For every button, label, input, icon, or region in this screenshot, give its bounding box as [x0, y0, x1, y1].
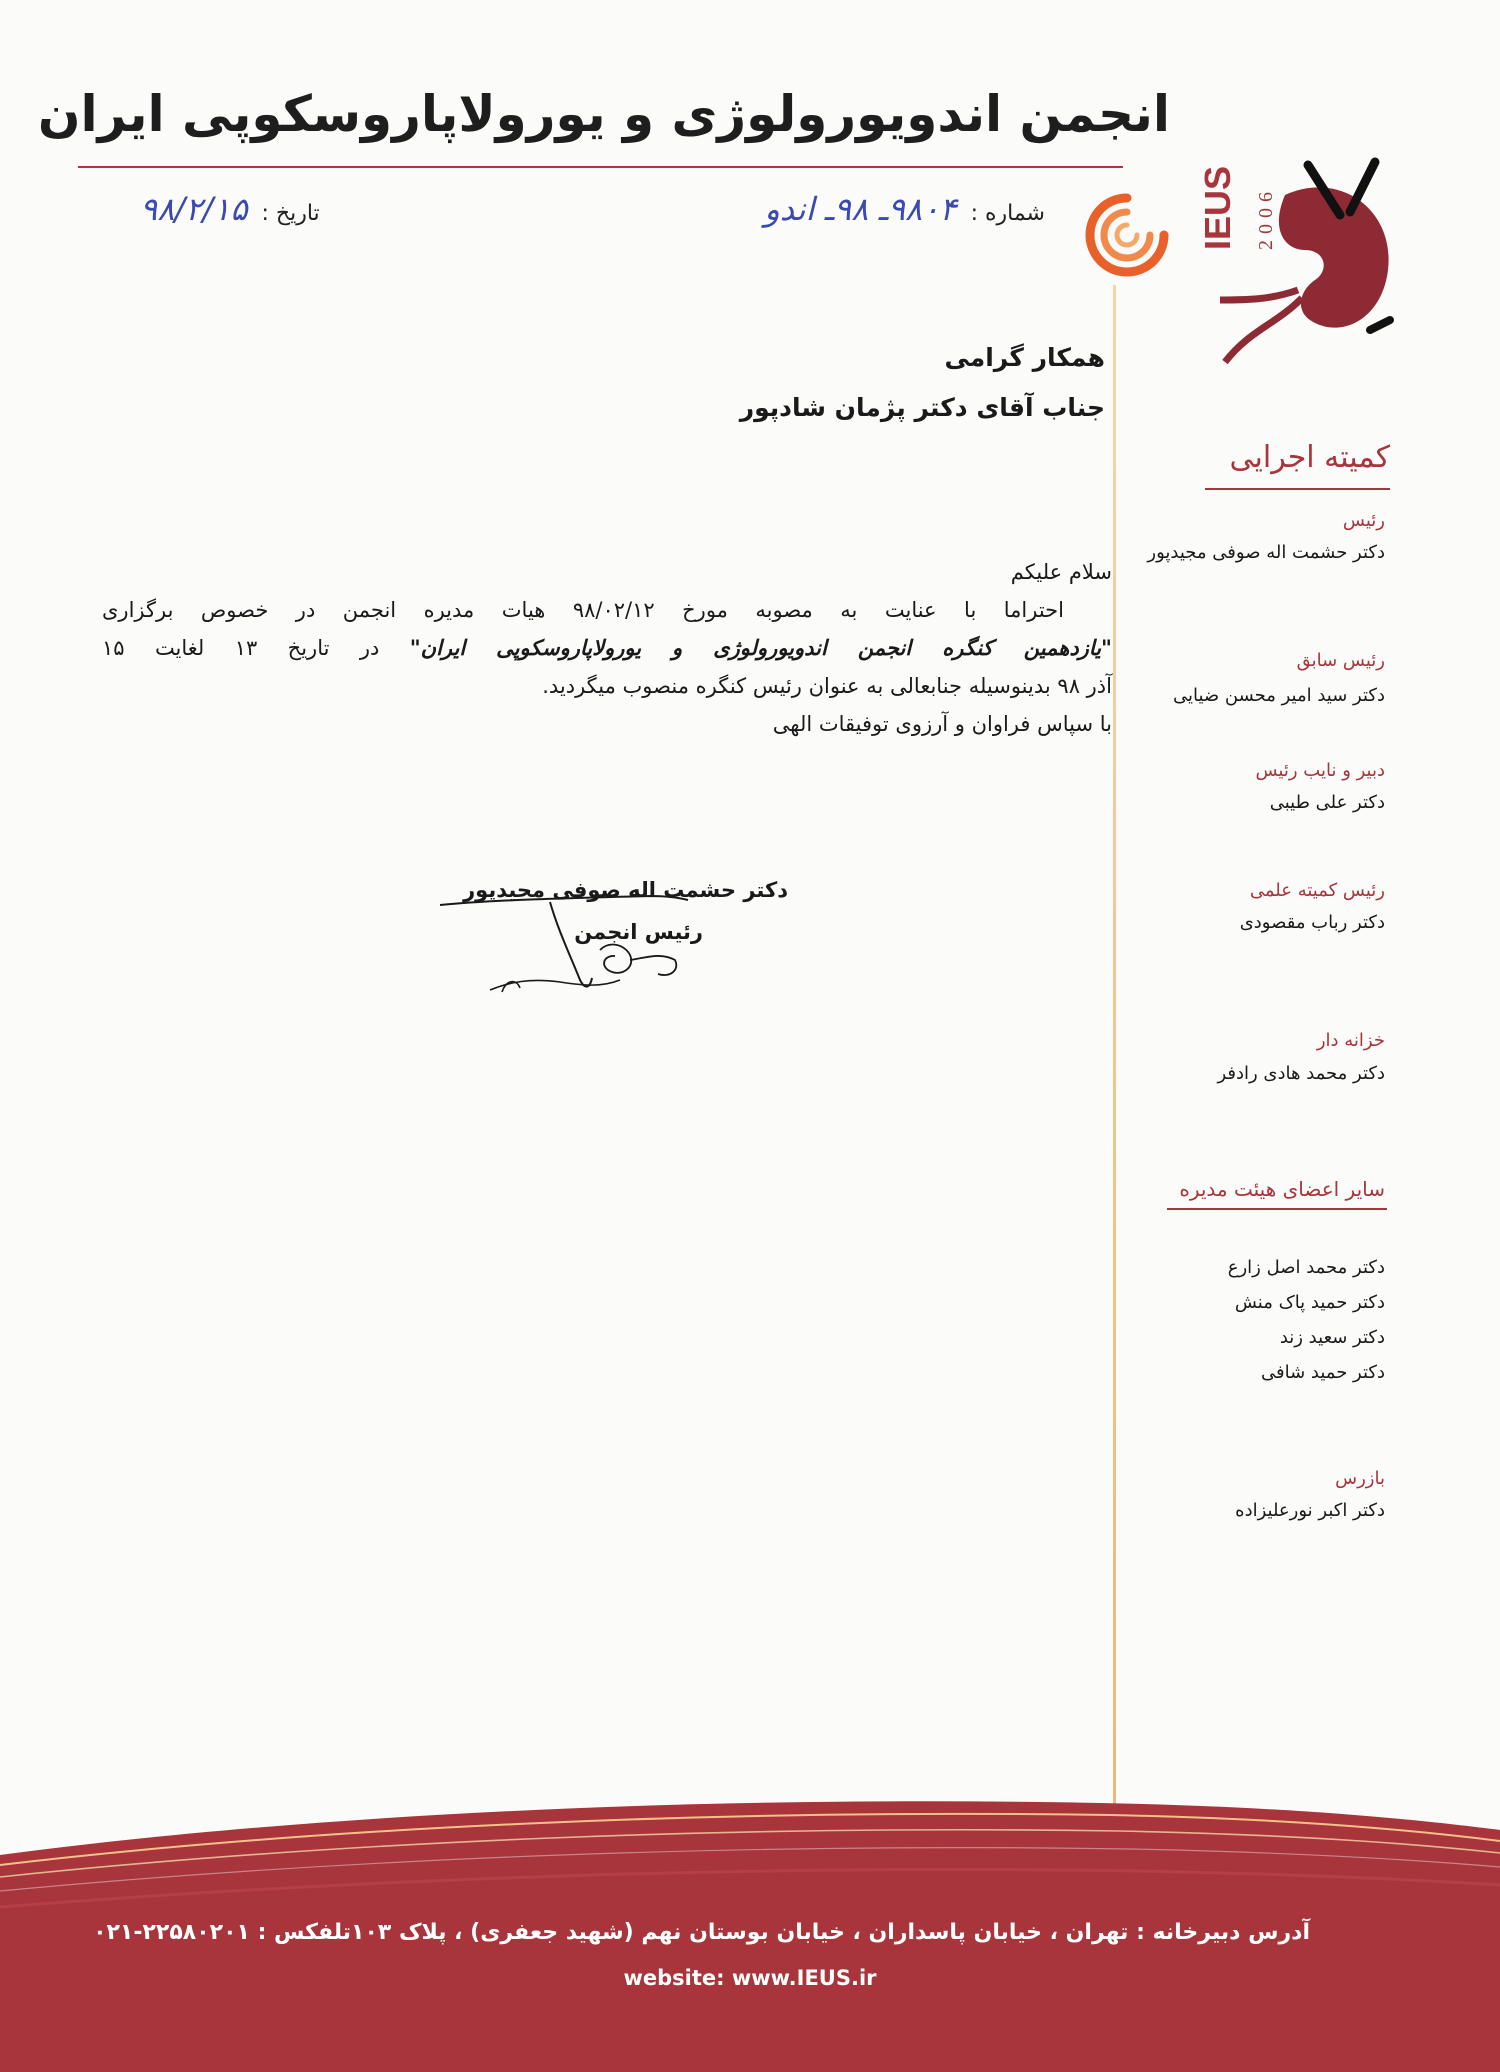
sidebar-person: دکتر محمد هادی رادفر	[1217, 1063, 1385, 1084]
letter-line-3: آذر ۹۸ بدینوسیله جنابعالی به عنوان رئیس کنگره منصوب میگردید.	[542, 674, 1112, 698]
footer-address-line	[93, 1920, 1310, 1945]
letter-line-1: احتراما با عنایت به مصوبه مورخ ۹۸/۰۲/۱۲ هیات مدیره انجمن در خصوص برگزاری	[102, 598, 1064, 622]
sidebar-person: دکتر حشمت اله صوفی مجیدپور	[1147, 542, 1385, 563]
date-label: تاریخ :	[261, 201, 320, 226]
executive-committee-heading: کمیته اجرایی	[1229, 440, 1390, 475]
sidebar-person: دکتر رباب مقصودی	[1239, 912, 1385, 933]
letter-closing: با سپاس فراوان و آرزوی توفیقات الهی	[772, 712, 1112, 736]
ieus-kidney-logo-icon	[1190, 150, 1415, 370]
logo-ieus-text: IEUS	[1197, 165, 1238, 250]
handwritten-signature-icon	[430, 860, 710, 1010]
letter-body	[102, 553, 1112, 743]
inspector-person: دکتر اکبر نورعلیزاده	[1235, 1500, 1385, 1521]
signer-title: رئیس انجمن	[574, 920, 703, 944]
sidebar-role: رئیس	[1342, 510, 1385, 531]
letter-line-2	[102, 629, 1112, 667]
logo-year-text: 2006	[1255, 186, 1277, 250]
date-value: ۹۸/۲/۱۵	[140, 190, 248, 228]
sidebar-role: خزانه دار	[1316, 1030, 1385, 1051]
board-member: دکتر سعید زند	[1279, 1327, 1385, 1348]
inspector-role: بازرس	[1335, 1468, 1385, 1489]
footer-website[interactable]: website: www.IEUS.ir	[623, 1966, 877, 1990]
recipient-salutation: همکار گرامی	[944, 343, 1105, 372]
letter-line-2-rest: در تاریخ ۱۳ لغایت ۱۵	[102, 636, 410, 660]
sidebar-role: دبیر و نایب رئیس	[1255, 760, 1385, 781]
letter-number-field	[764, 190, 1045, 228]
letter-greeting: سلام علیکم	[1010, 560, 1112, 584]
sidebar-role: رئیس سابق	[1296, 650, 1385, 671]
board-member: دکتر حمید شافی	[1261, 1362, 1385, 1383]
board-member: دکتر حمید پاک منش	[1234, 1292, 1385, 1313]
sidebar-person: دکتر سید امیر محسن ضیایی	[1172, 685, 1385, 706]
board-members-underline	[1167, 1208, 1387, 1210]
secretariat-phone: تلفکس : ۲۲۵۸۰۲۰۱-۰۲۱	[93, 1920, 352, 1945]
number-value: ۹۸۰۴ـ ۹۸ـ اندو	[764, 190, 957, 228]
number-label: شماره :	[970, 201, 1045, 226]
congress-title: "یازدهمین کنگره انجمن اندویورولوژی و یورولاپاروسکوپی ایران"	[409, 636, 1112, 660]
secretariat-address: آدرس دبیرخانه : تهران ، خیابان پاسداران ، خیابان بوستان نهم (شهید جعفری) ، پلاک ۱۰۳	[351, 1920, 1310, 1945]
sidebar-person: دکتر علی طیبی	[1269, 792, 1385, 813]
board-member: دکتر محمد اصل زارع	[1227, 1257, 1385, 1278]
board-members-heading: سایر اعضای هیئت مدیره	[1179, 1177, 1385, 1201]
recipient-name: جناب آقای دکتر پژمان شادپور	[739, 393, 1105, 422]
executive-committee-underline	[1205, 488, 1390, 490]
letter-date-field	[140, 190, 320, 228]
organization-title: انجمن اندویورولوژی و یورولاپاروسکوپی ایران	[37, 85, 1170, 143]
title-underline	[78, 166, 1123, 168]
signer-name: دکتر حشمت اله صوفی مجیدپور	[463, 878, 788, 902]
swirl-logo-icon	[1082, 190, 1172, 280]
vertical-divider	[1113, 285, 1116, 1815]
sidebar-role: رئیس کمیته علمی	[1249, 880, 1385, 901]
